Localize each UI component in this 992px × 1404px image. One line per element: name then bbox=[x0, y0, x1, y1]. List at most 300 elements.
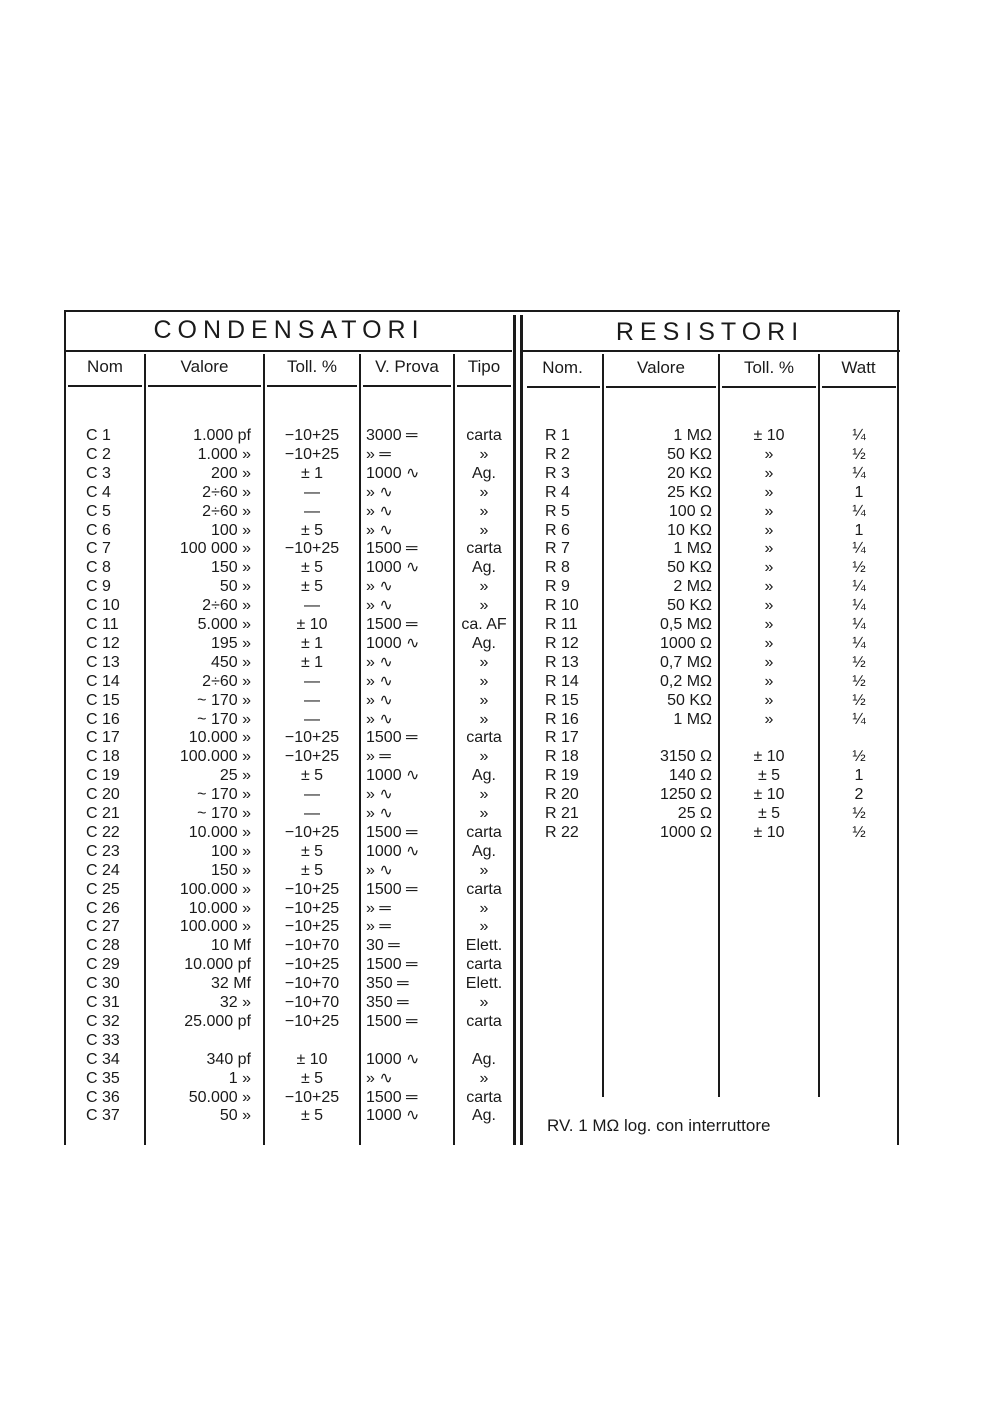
cond-header-underline-3 bbox=[267, 385, 357, 387]
res-cell-toll: ± 5 bbox=[757, 805, 781, 822]
res-cell-toll: » bbox=[764, 483, 774, 501]
cond-cell-toll: −10+70 bbox=[284, 937, 340, 955]
res-cell-nom: R 8 bbox=[545, 559, 570, 577]
cond-cell-nom: C 12 bbox=[86, 634, 120, 652]
res-cell-valore: 0,5 MΩ bbox=[660, 616, 712, 633]
cond-cell-valore: 100.000 » bbox=[179, 918, 251, 936]
res-cell-valore: 140 Ω bbox=[668, 767, 712, 785]
cond-cell-toll: — bbox=[304, 805, 320, 822]
cond-cell-vprova: 350 ═ bbox=[366, 975, 409, 993]
res-cell-toll: » bbox=[764, 502, 774, 520]
cond-cell-tipo: » bbox=[479, 597, 489, 615]
res-cell-watt: 1 bbox=[854, 521, 864, 539]
cond-cell-toll: −10+25 bbox=[284, 748, 340, 766]
cond-cell-valore: 10.000 pf bbox=[184, 956, 251, 974]
cond-cell-toll: −10+25 bbox=[284, 427, 340, 444]
cond-cell-tipo: Ag. bbox=[471, 842, 496, 860]
cond-cell-vprova: 3000 ═ bbox=[366, 427, 418, 444]
res-cell-toll: » bbox=[764, 691, 774, 709]
cond-cell-valore: 100 » bbox=[210, 842, 251, 860]
cond-cell-tipo: » bbox=[479, 691, 489, 709]
cond-cell-vprova: » ═ bbox=[366, 899, 391, 917]
resistori-title: RESISTORI bbox=[615, 318, 805, 346]
cond-cell-vprova: » ∿ bbox=[366, 1069, 393, 1087]
res-cell-toll: » bbox=[764, 445, 774, 463]
res-cell-toll: » bbox=[764, 521, 774, 539]
cond-col-divider-4 bbox=[453, 354, 455, 1145]
res-cell-valore: 2 MΩ bbox=[673, 578, 712, 596]
res-cell-nom: R 3 bbox=[545, 464, 570, 482]
cond-cell-toll: ± 1 bbox=[300, 464, 324, 482]
res-cell-toll: » bbox=[764, 540, 774, 558]
left-border-line bbox=[64, 310, 66, 1145]
cond-cell-toll: — bbox=[304, 672, 320, 690]
cond-cell-toll: — bbox=[304, 786, 320, 804]
res-col-divider-1 bbox=[602, 354, 604, 1097]
cond-cell-valore: 1.000 » bbox=[197, 445, 251, 463]
res-cell-toll: » bbox=[764, 653, 774, 671]
cond-header-tipo: Tipo bbox=[467, 357, 501, 376]
cond-cell-toll: ± 5 bbox=[300, 1069, 324, 1087]
cond-cell-nom: C 25 bbox=[86, 880, 120, 898]
cond-cell-tipo: » bbox=[479, 805, 489, 822]
cond-cell-tipo: Ag. bbox=[471, 634, 496, 652]
cond-cell-tipo: » bbox=[479, 710, 489, 728]
res-cell-valore: 50 KΩ bbox=[667, 559, 712, 577]
cond-cell-tipo: » bbox=[479, 578, 489, 596]
cond-cell-tipo: » bbox=[479, 899, 489, 917]
cond-header-underline-5 bbox=[457, 385, 511, 387]
cond-cell-valore: 340 pf bbox=[206, 1050, 251, 1068]
cond-cell-nom: C 33 bbox=[86, 1031, 120, 1049]
cond-cell-vprova: » ═ bbox=[366, 748, 391, 766]
cond-cell-valore: 100 » bbox=[210, 521, 251, 539]
cond-cell-toll: ± 1 bbox=[300, 653, 324, 671]
cond-cell-toll: −10+25 bbox=[284, 1012, 340, 1030]
res-cell-watt: ½ bbox=[852, 823, 866, 841]
res-cell-valore: 50 KΩ bbox=[667, 597, 712, 615]
cond-cell-tipo: » bbox=[479, 672, 489, 690]
cond-cell-nom: C 32 bbox=[86, 1012, 120, 1030]
res-cell-watt: ¼ bbox=[852, 634, 866, 652]
cond-cell-valore: 32 Mf bbox=[210, 975, 251, 993]
cond-cell-toll: ± 5 bbox=[300, 559, 324, 577]
cond-cell-valore: 2÷60 » bbox=[202, 502, 251, 520]
cond-cell-toll: −10+25 bbox=[284, 823, 340, 841]
cond-header-vprova: V. Prova bbox=[375, 357, 439, 376]
res-cell-watt: ¼ bbox=[852, 464, 866, 482]
cond-cell-vprova: 1000 ∿ bbox=[366, 464, 420, 482]
cond-cell-tipo: » bbox=[479, 521, 489, 539]
cond-cell-vprova: 1000 ∿ bbox=[366, 559, 420, 577]
cond-cell-nom: C 21 bbox=[86, 805, 120, 822]
cond-cell-nom: C 10 bbox=[86, 597, 120, 615]
cond-cell-valore: 50.000 » bbox=[188, 1088, 251, 1106]
cond-cell-vprova: » ∿ bbox=[366, 578, 393, 596]
res-cell-watt: ½ bbox=[852, 559, 866, 577]
res-cell-valore: 20 KΩ bbox=[667, 464, 712, 482]
cond-cell-toll: −10+25 bbox=[284, 540, 340, 558]
res-header-nom: Nom. bbox=[542, 358, 583, 377]
res-cell-valore: 1 MΩ bbox=[673, 427, 712, 444]
res-cell-watt: ½ bbox=[852, 672, 866, 690]
res-cell-valore: 0,7 MΩ bbox=[660, 653, 712, 671]
cond-cell-nom: C 5 bbox=[86, 502, 111, 520]
cond-cell-valore: 200 » bbox=[210, 464, 251, 482]
cond-cell-toll: ± 5 bbox=[300, 861, 324, 879]
res-cell-valore: 1 MΩ bbox=[673, 540, 712, 558]
cond-cell-tipo: carta bbox=[466, 956, 502, 974]
res-cell-nom: R 19 bbox=[545, 767, 579, 785]
cond-cell-vprova: » ∿ bbox=[366, 805, 393, 822]
res-cell-toll: » bbox=[764, 559, 774, 577]
cond-cell-toll: ± 5 bbox=[300, 1107, 324, 1125]
cond-cell-vprova: 1000 ∿ bbox=[366, 842, 420, 860]
cond-cell-nom: C 28 bbox=[86, 937, 120, 955]
res-cell-valore: 25 KΩ bbox=[667, 483, 712, 501]
cond-header-toll: Toll. % bbox=[286, 357, 338, 376]
cond-cell-toll: — bbox=[304, 597, 320, 615]
res-cell-valore: 50 KΩ bbox=[667, 445, 712, 463]
cond-cell-nom: C 2 bbox=[86, 445, 111, 463]
cond-cell-tipo: » bbox=[479, 861, 489, 879]
cond-cell-tipo: » bbox=[479, 653, 489, 671]
res-cell-nom: R 17 bbox=[545, 729, 579, 747]
res-cell-watt: ½ bbox=[852, 748, 866, 766]
cond-cell-vprova: 1500 ═ bbox=[366, 880, 418, 898]
res-cell-watt: ½ bbox=[852, 805, 866, 822]
cond-cell-tipo: carta bbox=[466, 427, 502, 444]
cond-cell-toll: ± 5 bbox=[300, 842, 324, 860]
cond-cell-tipo: carta bbox=[466, 823, 502, 841]
top-border-line bbox=[64, 310, 900, 312]
cond-cell-vprova: » ═ bbox=[366, 445, 391, 463]
res-cell-valore: 50 KΩ bbox=[667, 691, 712, 709]
cond-cell-vprova: 1500 ═ bbox=[366, 1088, 418, 1106]
res-cell-watt: ½ bbox=[852, 653, 866, 671]
res-cell-watt: ¼ bbox=[852, 597, 866, 615]
cond-cell-nom: C 34 bbox=[86, 1050, 120, 1068]
cond-cell-vprova: » ∿ bbox=[366, 786, 393, 804]
cond-cell-nom: C 29 bbox=[86, 956, 120, 974]
res-cell-nom: R 18 bbox=[545, 748, 579, 766]
cond-cell-vprova: » ∿ bbox=[366, 710, 393, 728]
cond-cell-valore: 100 000 » bbox=[179, 540, 251, 558]
cond-cell-nom: C 14 bbox=[86, 672, 120, 690]
res-cell-nom: R 6 bbox=[545, 521, 570, 539]
cond-cell-vprova: 1500 ═ bbox=[366, 616, 418, 633]
cond-cell-tipo: carta bbox=[466, 540, 502, 558]
res-cell-nom: R 22 bbox=[545, 823, 579, 841]
cond-cell-valore: 10.000 » bbox=[188, 823, 251, 841]
res-cell-valore: 3150 Ω bbox=[660, 748, 712, 766]
cond-cell-nom: C 11 bbox=[86, 616, 119, 633]
cond-cell-toll: ± 5 bbox=[300, 521, 324, 539]
res-cell-toll: » bbox=[764, 616, 774, 633]
res-cell-nom: R 14 bbox=[545, 672, 579, 690]
cond-cell-tipo: Ag. bbox=[471, 767, 496, 785]
cond-cell-toll: −10+25 bbox=[284, 918, 340, 936]
res-cell-toll: ± 10 bbox=[753, 748, 785, 766]
cond-cell-nom: C 8 bbox=[86, 559, 111, 577]
cond-cell-toll: −10+25 bbox=[284, 729, 340, 747]
cond-cell-valore: 25 » bbox=[219, 767, 251, 785]
cond-cell-toll: ± 10 bbox=[296, 1050, 328, 1068]
cond-cell-nom: C 4 bbox=[86, 483, 111, 501]
cond-cell-nom: C 1 bbox=[86, 427, 111, 444]
res-cell-toll: ± 5 bbox=[757, 767, 781, 785]
res-cell-nom: R 1 bbox=[545, 427, 570, 444]
cond-cell-nom: C 16 bbox=[86, 710, 120, 728]
cond-cell-valore: 2÷60 » bbox=[202, 597, 251, 615]
cond-cell-vprova: 1000 ∿ bbox=[366, 767, 420, 785]
res-cell-valore: 1 MΩ bbox=[673, 710, 712, 728]
cond-cell-tipo: ca. AF bbox=[461, 616, 507, 633]
res-cell-nom: R 21 bbox=[545, 805, 579, 822]
res-header-underline-2 bbox=[606, 386, 716, 388]
cond-cell-tipo: » bbox=[479, 1069, 489, 1087]
res-cell-valore: 1000 Ω bbox=[660, 634, 712, 652]
res-cell-nom: R 2 bbox=[545, 445, 570, 463]
cond-cell-nom: C 17 bbox=[86, 729, 120, 747]
cond-cell-nom: C 3 bbox=[86, 464, 111, 482]
cond-cell-nom: C 30 bbox=[86, 975, 120, 993]
cond-cell-tipo: Ag. bbox=[471, 559, 496, 577]
cond-cell-valore: 1.000 pf bbox=[193, 427, 251, 444]
res-cell-nom: R 4 bbox=[545, 483, 570, 501]
cond-cell-valore: 2÷60 » bbox=[202, 483, 251, 501]
res-col-divider-2 bbox=[718, 354, 720, 1097]
cond-cell-valore: 50 » bbox=[219, 1107, 251, 1125]
cond-cell-valore: 100.000 » bbox=[179, 880, 251, 898]
cond-cell-tipo: Elett. bbox=[465, 975, 503, 993]
cond-cell-tipo: carta bbox=[466, 729, 502, 747]
cond-cell-toll: ± 5 bbox=[300, 767, 324, 785]
cond-cell-tipo: Ag. bbox=[471, 1107, 496, 1125]
cond-cell-tipo: » bbox=[479, 502, 489, 520]
cond-cell-vprova: » ∿ bbox=[366, 672, 393, 690]
cond-cell-tipo: » bbox=[479, 918, 489, 936]
res-cell-toll: ± 10 bbox=[753, 823, 785, 841]
right-border-line bbox=[897, 310, 899, 1145]
res-cell-watt: 1 bbox=[854, 483, 864, 501]
res-cell-watt: ¼ bbox=[852, 502, 866, 520]
res-cell-valore: 100 Ω bbox=[668, 502, 712, 520]
res-cell-watt: ½ bbox=[852, 445, 866, 463]
res-cell-watt: ¼ bbox=[852, 616, 866, 633]
cond-header-underline-2 bbox=[148, 385, 261, 387]
res-cell-nom: R 10 bbox=[545, 597, 579, 615]
cond-cell-valore: 450 » bbox=[210, 653, 251, 671]
res-cell-toll: » bbox=[764, 464, 774, 482]
center-divider-line-2 bbox=[520, 315, 523, 1145]
res-cell-nom: R 5 bbox=[545, 502, 570, 520]
cond-cell-vprova: 1500 ═ bbox=[366, 1012, 418, 1030]
cond-cell-valore: ~ 170 » bbox=[197, 691, 251, 709]
cond-cell-valore: 10.000 » bbox=[188, 899, 251, 917]
res-cell-watt: ¼ bbox=[852, 710, 866, 728]
cond-col-divider-1 bbox=[144, 354, 146, 1145]
cond-cell-nom: C 23 bbox=[86, 842, 120, 860]
cond-cell-vprova: » ═ bbox=[366, 918, 391, 936]
cond-cell-nom: C 13 bbox=[86, 653, 120, 671]
res-cell-watt: 2 bbox=[854, 786, 864, 804]
cond-cell-vprova: 350 ═ bbox=[366, 994, 409, 1011]
condensatori-title: CONDENSATORI bbox=[153, 316, 425, 344]
cond-cell-tipo: » bbox=[479, 994, 489, 1011]
cond-cell-nom: C 31 bbox=[86, 994, 120, 1011]
cond-cell-valore: 150 » bbox=[210, 861, 251, 879]
cond-cell-tipo: » bbox=[479, 445, 489, 463]
cond-cell-vprova: » ∿ bbox=[366, 861, 393, 879]
cond-cell-valore: 2÷60 » bbox=[202, 672, 251, 690]
cond-cell-toll: — bbox=[304, 502, 320, 520]
res-cell-nom: R 7 bbox=[545, 540, 570, 558]
cond-cell-tipo: carta bbox=[466, 880, 502, 898]
cond-cell-nom: C 35 bbox=[86, 1069, 120, 1087]
res-cell-toll: » bbox=[764, 710, 774, 728]
cond-cell-nom: C 7 bbox=[86, 540, 111, 558]
res-cell-valore: 0,2 MΩ bbox=[660, 672, 712, 690]
cond-cell-vprova: » ∿ bbox=[366, 653, 393, 671]
res-cell-toll: » bbox=[764, 578, 774, 596]
cond-cell-toll: −10+70 bbox=[284, 994, 340, 1011]
res-cell-nom: R 15 bbox=[545, 691, 579, 709]
cond-cell-nom: C 22 bbox=[86, 823, 120, 841]
cond-cell-tipo: » bbox=[479, 786, 489, 804]
header-rule-left bbox=[64, 350, 512, 352]
cond-cell-toll: −10+25 bbox=[284, 1088, 340, 1106]
cond-cell-valore: 10.000 » bbox=[188, 729, 251, 747]
cond-cell-vprova: 30 ═ bbox=[366, 937, 400, 955]
res-header-underline-1 bbox=[527, 386, 600, 388]
res-col-divider-3 bbox=[818, 354, 820, 1097]
res-cell-nom: R 16 bbox=[545, 710, 579, 728]
res-cell-toll: » bbox=[764, 672, 774, 690]
header-rule-right bbox=[522, 350, 900, 352]
cond-cell-nom: C 37 bbox=[86, 1107, 120, 1125]
cond-cell-toll: ± 5 bbox=[300, 578, 324, 596]
cond-cell-valore: 10 Mf bbox=[210, 937, 251, 955]
res-cell-toll: ± 10 bbox=[753, 786, 785, 804]
cond-cell-valore: 50 » bbox=[219, 578, 251, 596]
cond-cell-valore: 25.000 pf bbox=[184, 1012, 251, 1030]
cond-cell-vprova: » ∿ bbox=[366, 521, 393, 539]
cond-cell-nom: C 26 bbox=[86, 899, 120, 917]
cond-cell-nom: C 19 bbox=[86, 767, 120, 785]
res-cell-watt: ¼ bbox=[852, 578, 866, 596]
cond-cell-toll: — bbox=[304, 710, 320, 728]
cond-cell-nom: C 27 bbox=[86, 918, 120, 936]
cond-cell-tipo: Ag. bbox=[471, 464, 496, 482]
cond-cell-vprova: 1000 ∿ bbox=[366, 1107, 420, 1125]
cond-cell-vprova: » ∿ bbox=[366, 597, 393, 615]
cond-cell-tipo: » bbox=[479, 748, 489, 766]
cond-header-nom: Nom bbox=[87, 357, 123, 376]
cond-cell-vprova: 1500 ═ bbox=[366, 729, 418, 747]
cond-cell-tipo: Ag. bbox=[471, 1050, 496, 1068]
res-cell-nom: R 9 bbox=[545, 578, 570, 596]
res-header-underline-4 bbox=[822, 386, 896, 388]
res-cell-nom: R 20 bbox=[545, 786, 579, 804]
res-cell-nom: R 13 bbox=[545, 653, 579, 671]
cond-cell-toll: −10+70 bbox=[284, 975, 340, 993]
cond-cell-nom: C 20 bbox=[86, 786, 120, 804]
res-cell-toll: » bbox=[764, 634, 774, 652]
res-cell-watt: 1 bbox=[854, 767, 864, 785]
cond-cell-valore: 100.000 » bbox=[179, 748, 251, 766]
cond-cell-toll: −10+25 bbox=[284, 899, 340, 917]
cond-cell-vprova: 1500 ═ bbox=[366, 956, 418, 974]
cond-cell-vprova: » ∿ bbox=[366, 502, 393, 520]
cond-cell-nom: C 6 bbox=[86, 521, 111, 539]
cond-cell-toll: — bbox=[304, 691, 320, 709]
res-cell-valore: 25 Ω bbox=[677, 805, 712, 822]
cond-cell-nom: C 9 bbox=[86, 578, 111, 596]
cond-cell-valore: ~ 170 » bbox=[197, 786, 251, 804]
cond-cell-vprova: 1500 ═ bbox=[366, 823, 418, 841]
cond-cell-valore: 1 » bbox=[228, 1069, 251, 1087]
cond-cell-toll: ± 1 bbox=[300, 634, 324, 652]
cond-cell-nom: C 24 bbox=[86, 861, 120, 879]
res-cell-toll: » bbox=[764, 597, 774, 615]
cond-cell-toll: ± 10 bbox=[296, 616, 328, 633]
res-cell-nom: R 11 bbox=[545, 616, 578, 633]
cond-cell-tipo: Elett. bbox=[465, 937, 503, 955]
cond-cell-valore: ~ 170 » bbox=[197, 805, 251, 822]
res-header-toll: Toll. % bbox=[743, 358, 795, 377]
cond-col-divider-3 bbox=[359, 354, 361, 1145]
res-header-valore: Valore bbox=[637, 358, 685, 377]
res-cell-watt: ¼ bbox=[852, 540, 866, 558]
rv-note: RV. 1 MΩ log. con interruttore bbox=[547, 1116, 771, 1135]
cond-cell-toll: −10+25 bbox=[284, 956, 340, 974]
cond-cell-valore: 5.000 » bbox=[197, 616, 251, 633]
cond-cell-toll: −10+25 bbox=[284, 880, 340, 898]
res-cell-watt: ¼ bbox=[852, 427, 866, 444]
cond-cell-nom: C 18 bbox=[86, 748, 120, 766]
cond-header-underline-1 bbox=[68, 385, 142, 387]
cond-cell-valore: ~ 170 » bbox=[197, 710, 251, 728]
center-divider-line-1 bbox=[513, 315, 516, 1145]
res-cell-watt: ½ bbox=[852, 691, 866, 709]
cond-cell-nom: C 36 bbox=[86, 1088, 120, 1106]
res-cell-valore: 1250 Ω bbox=[660, 786, 712, 804]
cond-cell-toll: — bbox=[304, 483, 320, 501]
res-header-underline-3 bbox=[722, 386, 816, 388]
cond-cell-valore: 150 » bbox=[210, 559, 251, 577]
cond-cell-vprova: » ∿ bbox=[366, 483, 393, 501]
cond-cell-tipo: carta bbox=[466, 1088, 502, 1106]
cond-cell-vprova: 1000 ∿ bbox=[366, 1050, 420, 1068]
cond-cell-valore: 32 » bbox=[219, 994, 251, 1011]
cond-cell-tipo: » bbox=[479, 483, 489, 501]
cond-header-underline-4 bbox=[363, 385, 451, 387]
cond-cell-tipo: carta bbox=[466, 1012, 502, 1030]
cond-cell-valore: 195 » bbox=[210, 634, 251, 652]
cond-cell-vprova: 1500 ═ bbox=[366, 540, 418, 558]
cond-cell-toll: −10+25 bbox=[284, 445, 340, 463]
cond-header-valore: Valore bbox=[180, 357, 229, 376]
cond-cell-vprova: » ∿ bbox=[366, 691, 393, 709]
res-cell-valore: 1000 Ω bbox=[660, 823, 712, 841]
res-cell-toll: ± 10 bbox=[753, 427, 785, 444]
res-cell-valore: 10 KΩ bbox=[667, 521, 712, 539]
cond-cell-nom: C 15 bbox=[86, 691, 120, 709]
res-cell-nom: R 12 bbox=[545, 634, 579, 652]
res-header-watt: Watt bbox=[841, 358, 876, 377]
cond-cell-vprova: 1000 ∿ bbox=[366, 634, 420, 652]
